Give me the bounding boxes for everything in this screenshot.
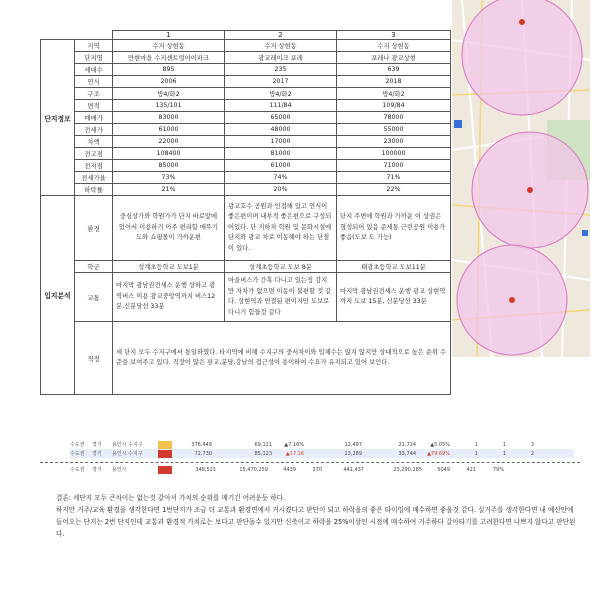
strip-cell: ▲5.05% bbox=[430, 441, 450, 448]
strip-row-3 bbox=[70, 465, 574, 474]
cell: 마지막 광남권전세스 운행 광교 상현역까지 도보 15분, 신분당선 33분 bbox=[337, 273, 451, 322]
row-label: 전세가율 bbox=[75, 172, 113, 184]
cell: 22000 bbox=[113, 136, 225, 148]
cell: 135/101 bbox=[113, 100, 225, 112]
cell: 수지 상현동 bbox=[113, 40, 225, 52]
map-graphic bbox=[452, 0, 590, 357]
column-2-header: 2 bbox=[225, 31, 337, 40]
strip-cell: 경기 bbox=[92, 451, 102, 457]
row-label: 환경 bbox=[75, 196, 113, 261]
conclusion-title: 결론: 세단지 모두 큰차이는 없는것 같아서 가치의 순위를 매기긴 어려운듯 하다. bbox=[56, 494, 286, 502]
strip-cell: 1 bbox=[502, 450, 506, 457]
cell: 55000 bbox=[337, 124, 451, 136]
strip-cell: 85,123 bbox=[254, 450, 272, 457]
strip-cell: 1 bbox=[474, 441, 478, 448]
strip-highlight bbox=[158, 450, 172, 458]
cell: 2018 bbox=[337, 76, 451, 88]
row-label: 학군 bbox=[75, 261, 113, 273]
row-households bbox=[41, 64, 451, 76]
strip-cell: 용인시 bbox=[112, 467, 127, 473]
cell: 895 bbox=[113, 64, 225, 76]
cell: 48000 bbox=[225, 124, 337, 136]
map-poi-icon bbox=[454, 120, 462, 128]
row-area bbox=[41, 100, 451, 112]
cell: 마을버스가 간혹 다니고 있는정 감지만 자차가 없으면 이동이 불편할 것 같다. 상현역과 연결된 편이지만 도보로 다니기 힘들것 같다 bbox=[225, 273, 337, 322]
comparison-table bbox=[40, 30, 451, 395]
row-high-price bbox=[41, 148, 451, 160]
cell: 111/84 bbox=[225, 100, 337, 112]
row-label: 하락률 bbox=[75, 184, 113, 196]
strip-cell: ▲7.16% bbox=[284, 441, 304, 448]
row-env bbox=[41, 196, 451, 261]
map-thumbnail bbox=[452, 0, 590, 357]
cell: 71% bbox=[337, 172, 451, 184]
strip-cell: 13,289 bbox=[344, 450, 362, 457]
cell: 73% bbox=[113, 172, 225, 184]
cell: 100000 bbox=[337, 148, 451, 160]
strip-cell: 348,521 bbox=[195, 466, 216, 473]
cell: 상계초등학교 도보 8분 bbox=[225, 261, 337, 273]
row-label: 연식 bbox=[75, 76, 113, 88]
cell: 20% bbox=[225, 184, 337, 196]
cell: 22% bbox=[337, 184, 451, 196]
map-radius-circle-1 bbox=[462, 0, 582, 115]
strip-cell: 용인시 수지구 bbox=[112, 442, 143, 448]
cell: 수지 상현동 bbox=[337, 40, 451, 52]
strip-cell: 376,449 bbox=[191, 441, 212, 448]
row-label: 차액 bbox=[75, 136, 113, 148]
cell: 74% bbox=[225, 172, 337, 184]
strip-highlight bbox=[158, 441, 172, 449]
cell: 17000 bbox=[225, 136, 337, 148]
strip-cell: 경기 bbox=[92, 467, 102, 473]
cell: 성계초등학교 도보1분 bbox=[113, 261, 225, 273]
strip-row-2 bbox=[70, 449, 574, 458]
row-label: 면적 bbox=[75, 100, 113, 112]
analysis-document bbox=[40, 30, 450, 395]
cell: 광교호수 공원과 인접해 있고 연식이 좋은편이며 내부적 좋은편으로 구성되어있다. 단 지하차 학원 및 문화시설에 단지와 광교 차로 이동해야 하는 단점이 있다. bbox=[225, 196, 337, 261]
strip-cell: 1 bbox=[474, 450, 478, 457]
strip-cell: 4439 bbox=[283, 466, 296, 473]
section-location-label: 입지분석 bbox=[41, 196, 75, 395]
cell: 65000 bbox=[225, 112, 337, 124]
row-label: 적정 bbox=[75, 322, 113, 395]
strip-cell: ▲79.69% bbox=[427, 450, 450, 457]
cell: 만현마을 수지센트럴아이파크 bbox=[113, 52, 225, 64]
cell: 광교레이크 포레 bbox=[225, 52, 337, 64]
row-label: 세대수 bbox=[75, 64, 113, 76]
strip-cell: 69,121 bbox=[254, 441, 272, 448]
strip-cell: 수도권 bbox=[70, 442, 85, 448]
row-label: 전세가 bbox=[75, 124, 113, 136]
strip-cell: 79% bbox=[492, 466, 504, 473]
row-structure bbox=[41, 88, 451, 100]
cell: 2006 bbox=[113, 76, 225, 88]
cell: 639 bbox=[337, 64, 451, 76]
cell: 83000 bbox=[113, 112, 225, 124]
strip-cell: 5049 bbox=[437, 466, 450, 473]
cell: 23000 bbox=[337, 136, 451, 148]
strip-cell: 12,497 bbox=[344, 441, 362, 448]
strip-cell: 72,730 bbox=[194, 450, 212, 457]
strip-cell: 3 bbox=[530, 441, 534, 448]
row-label: 지역 bbox=[75, 40, 113, 52]
column-1-header: 1 bbox=[113, 31, 225, 40]
map-marker-icon bbox=[527, 187, 533, 193]
strip-cell: 23,290,185 bbox=[393, 466, 422, 473]
cell: 방4/화2 bbox=[225, 88, 337, 100]
strip-cell: 수도권 bbox=[70, 467, 85, 473]
row-label: 단지명 bbox=[75, 52, 113, 64]
cell: 방4/화2 bbox=[113, 88, 225, 100]
conclusion-body: 하지만 거주/교육 환경을 생각한다면 1번단지가 조금 더 교통과 환경면에서 거시켰다고 판단이 되고 하락을의 좋은 타이밍에 매수하면 좋을것 같다. 실거주를 생각한다면 내 예산안에 들어오는 단지는 2번 단지인데 교통과 환경적 가치로는 보다고 판단돌수 있지만 신축이고 하락을 25%이상인 시점에 매수하여 거주하다 갈아타기를 고려한다면 나쁘지 않다고 판단된다. bbox=[56, 506, 576, 538]
strip-highlight bbox=[158, 466, 172, 474]
cell: 81000 bbox=[225, 148, 337, 160]
row-jeonse-rate bbox=[41, 172, 451, 184]
cell: 마지막 광남권전세스 운행 상하고 광역버스 이용 광교중앙역까지 버스12분,신분당선 33분 bbox=[113, 273, 225, 322]
row-school bbox=[41, 261, 451, 273]
section-info-label: 단지정보 bbox=[41, 40, 75, 196]
cell: 78000 bbox=[337, 112, 451, 124]
row-region bbox=[41, 40, 451, 52]
conclusion-block bbox=[56, 492, 576, 540]
cell: 방4/화2 bbox=[337, 88, 451, 100]
summary-cell: 세 단지 모두 수지구에서 통일하였다. 타지역에 비해 수지구의 중서차이와 입체수는 많지 않지만 상대적으로 높은 순위 수준을 보여주고 있다. 직장이 많은 판교,분당,강남의 접근성이 용이하여 수요가 유지되고 있어 보인다. bbox=[113, 322, 451, 395]
data-strip bbox=[70, 440, 574, 474]
row-summary bbox=[41, 322, 451, 395]
row-gap bbox=[41, 136, 451, 148]
map-marker-icon bbox=[509, 297, 515, 303]
cell: 61000 bbox=[113, 124, 225, 136]
column-3-header: 3 bbox=[337, 31, 451, 40]
row-low-price bbox=[41, 160, 451, 172]
cell: 수지 상현동 bbox=[225, 40, 337, 52]
row-label: 전고점 bbox=[75, 148, 113, 160]
strip-cell: ▲17.16 bbox=[285, 450, 304, 457]
row-label: 전저점 bbox=[75, 160, 113, 172]
map-marker-icon bbox=[519, 19, 525, 25]
cell: 포레나 광교상현 bbox=[337, 52, 451, 64]
row-label: 교통 bbox=[75, 273, 113, 322]
strip-cell: 2 bbox=[530, 450, 534, 457]
cell: 태광초등학교 도보11분 bbox=[337, 261, 451, 273]
cell: 85000 bbox=[113, 160, 225, 172]
cell: 109/84 bbox=[337, 100, 451, 112]
strip-cell: 441,437 bbox=[343, 466, 364, 473]
strip-cell: 수도권 bbox=[70, 451, 85, 457]
strip-cell: 21,724 bbox=[398, 441, 416, 448]
cell: 21% bbox=[113, 184, 225, 196]
strip-cell: 15,470,259 bbox=[239, 466, 268, 473]
strip-row-1 bbox=[70, 440, 574, 449]
cell: 61000 bbox=[225, 160, 337, 172]
cell: 중심상가와 학원가가 단지 바로앞에 있어서 이용하기 아주 편리함 메뚜기도와 쇼핑몰이 가까운편 bbox=[113, 196, 225, 261]
strip-cell: 용인시 수지구 bbox=[112, 451, 143, 457]
row-complex bbox=[41, 52, 451, 64]
cell: 단지 주변에 학원과 가까운 이 상권은 형성되어 있음 준세통 근린공원 이용가 좋음(도보 도 가능) bbox=[337, 196, 451, 261]
cell: 71000 bbox=[337, 160, 451, 172]
row-sale bbox=[41, 112, 451, 124]
column-header-row bbox=[41, 31, 451, 40]
cell: 235 bbox=[225, 64, 337, 76]
row-traffic bbox=[41, 273, 451, 322]
cell: 108400 bbox=[113, 148, 225, 160]
strip-cell: 370 bbox=[312, 466, 322, 473]
cell: 2017 bbox=[225, 76, 337, 88]
row-margin bbox=[41, 184, 451, 196]
row-label: 구조 bbox=[75, 88, 113, 100]
row-year bbox=[41, 76, 451, 88]
row-label: 매매가 bbox=[75, 112, 113, 124]
strip-cell: 33,744 bbox=[398, 450, 416, 457]
strip-cell: 경기 bbox=[92, 442, 102, 448]
row-jeonse bbox=[41, 124, 451, 136]
strip-divider bbox=[40, 462, 580, 463]
strip-cell: 421 bbox=[466, 466, 476, 473]
strip-cell: 1 bbox=[502, 441, 506, 448]
map-poi-icon bbox=[582, 230, 588, 236]
